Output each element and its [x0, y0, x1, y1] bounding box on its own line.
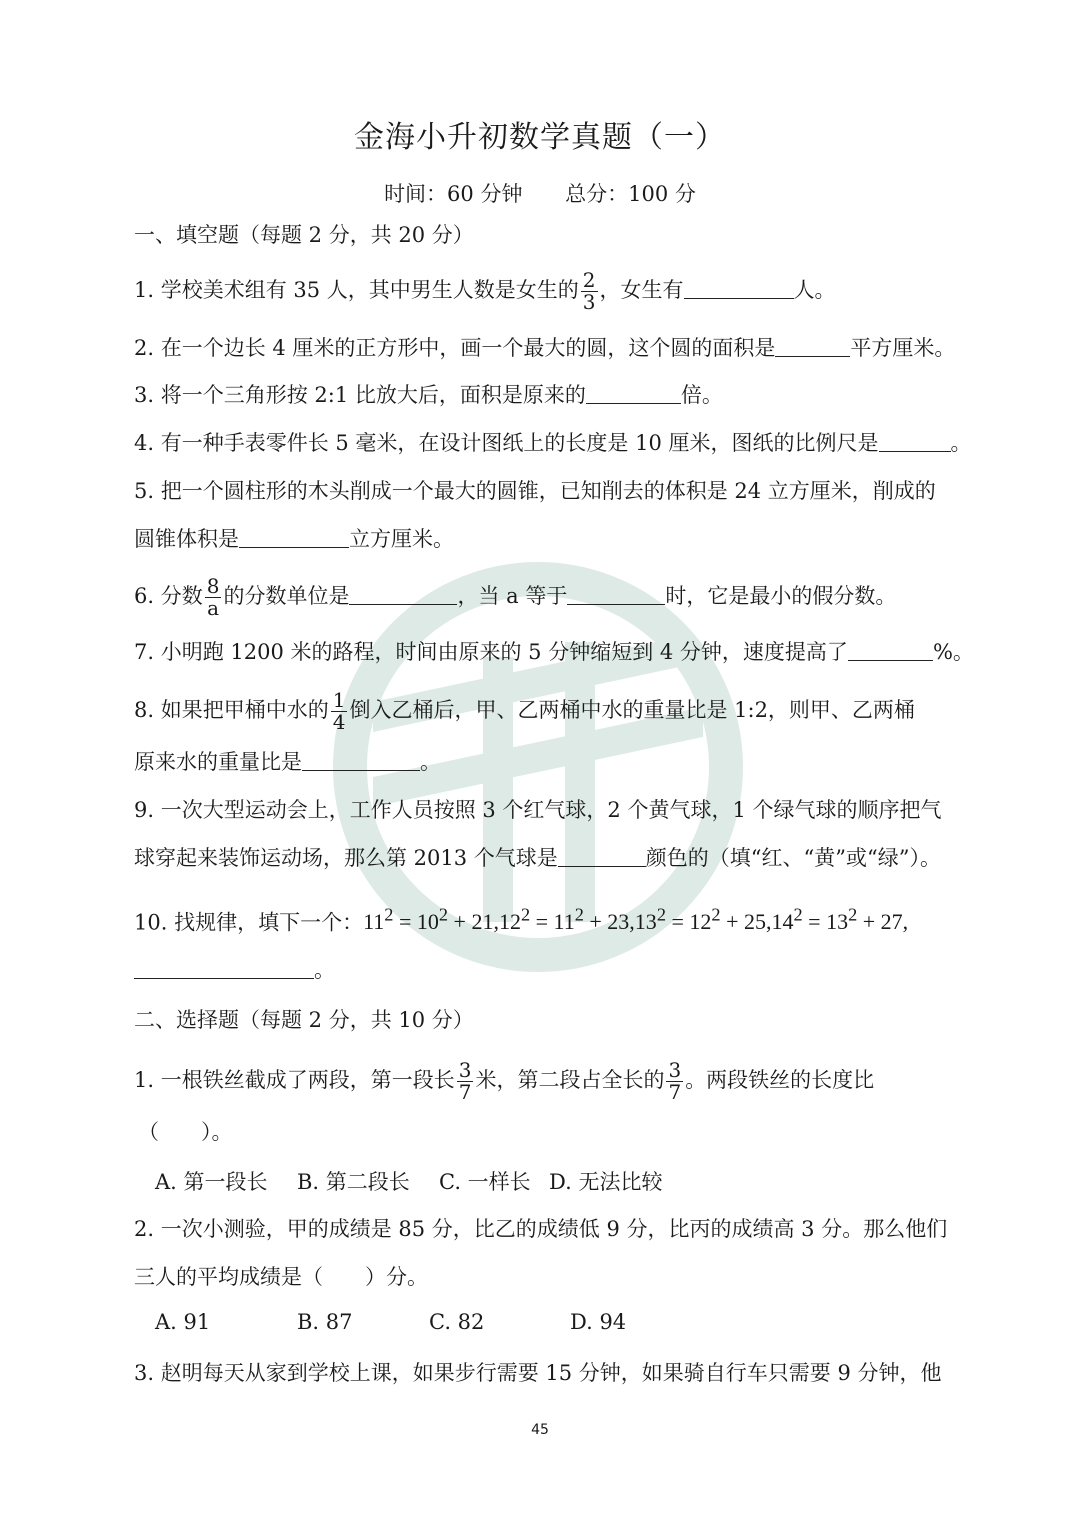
question-1-4: 4. 有一种手表零件长 5 毫米，在设计图纸上的长度是 10 厘米，图纸的比例尺是 。 — [134, 431, 972, 455]
fraction: $\frac{3}{7}$ — [458, 1058, 472, 1104]
section-heading-fill: 一、填空题（每题 2 分，共 20 分） — [134, 223, 474, 247]
answer-blank[interactable] — [349, 582, 457, 605]
answer-blank[interactable] — [879, 429, 951, 452]
question-1-5: 5. 把一个圆柱形的木头削成一个最大的圆锥，已知削去的体积是 24 立方厘米，削成的 — [134, 479, 936, 503]
question-1-3: 3. 将一个三角形按 2:1 比放大后，面积是原来的 倍。 — [134, 383, 723, 407]
fraction: $\frac{2}{3}$ — [582, 268, 596, 314]
option-c[interactable]: C. 82 — [429, 1310, 485, 1334]
answer-blank[interactable] — [558, 844, 646, 867]
answer-blank[interactable] — [775, 334, 850, 357]
answer-blank[interactable] — [684, 276, 794, 299]
exam-meta — [0, 178, 1080, 208]
fraction: $\frac{1}{4}$ — [332, 688, 346, 734]
question-1-10-cont: 。 — [134, 955, 335, 985]
question-1-9-cont: 球穿起来装饰运动场，那么第 2013 个气球是 颜色的（填“红、“黄”或“绿”）。 — [134, 846, 941, 870]
answer-blank[interactable] — [134, 956, 314, 979]
exam-time: 时间：60 分钟 — [384, 182, 523, 206]
fraction: $\frac{8}{a}$ — [206, 574, 220, 620]
option-c[interactable]: C. 一样长 — [439, 1170, 531, 1194]
option-a[interactable]: A. 第一段长 — [155, 1170, 268, 1194]
answer-blank[interactable] — [302, 748, 420, 771]
question-1-10: 10. 找规律，填下一个：$11^2 = 10^2 + 21,12^2 = 11^2 + 23,13^2 = 12^2 + 25,14^2 = 13^2 + 27$, — [134, 905, 909, 935]
page-title: 金海小升初数学真题（一） — [354, 120, 726, 155]
answer-blank[interactable] — [848, 638, 933, 661]
option-d[interactable]: D. 94 — [570, 1310, 627, 1334]
page-number: 45 — [531, 1422, 549, 1438]
section-heading-choice: 二、选择题（每题 2 分，共 10 分） — [134, 1008, 474, 1032]
answer-blank[interactable] — [567, 582, 665, 605]
question-2-3: 3. 赵明每天从家到学校上课，如果步行需要 15 分钟，如果骑自行车只需要 9 分钟，他 — [134, 1361, 942, 1385]
option-b[interactable]: B. 87 — [297, 1310, 353, 1334]
pattern-formula: $11^2 = 10^2 + 21,12^2 = 11^2 + 23,13^2 = 12^2 + 25,14^2 = 13^2 + 27$, — [363, 905, 909, 935]
question-1-2: 2. 在一个边长 4 厘米的正方形中，画一个最大的圆，这个圆的面积是 平方厘米。 — [134, 336, 956, 360]
question-1-1: 1. 学校美术组有 35 人，其中男生人数是女生的 $\frac{2}{3}$ ，女生有 人。 — [134, 268, 836, 314]
answer-blank[interactable] — [239, 525, 349, 548]
option-a[interactable]: A. 91 — [155, 1310, 211, 1334]
question-1-6: 6. 分数 $\frac{8}{a}$ 的分数单位是 ，当 a 等于 时，它是最小的假分数。 — [134, 574, 897, 620]
fraction: $\frac{3}{7}$ — [668, 1058, 682, 1104]
question-1-7: 7. 小明跑 1200 米的路程，时间由原来的 5 分钟缩短到 4 分钟，速度提高了 %。 — [134, 640, 974, 664]
question-1-9: 9. 一次大型运动会上，工作人员按照 3 个红气球，2 个黄气球，1 个绿气球的顺序把气 — [134, 798, 942, 822]
option-d[interactable]: D. 无法比较 — [549, 1170, 663, 1194]
question-2-2-cont: 三人的平均成绩是（ ）分。 — [134, 1265, 428, 1289]
question-1-8-cont: 原来水的重量比是 。 — [134, 750, 441, 774]
question-1-8: 8. 如果把甲桶中水的 $\frac{1}{4}$ 倒入乙桶后，甲、乙两桶中水的重量比是 1:2，则甲、乙两桶 — [134, 688, 915, 734]
answer-blank[interactable] — [586, 381, 681, 404]
question-2-2: 2. 一次小测验，甲的成绩是 85 分，比乙的成绩低 9 分，比丙的成绩高 3 分。那么他们 — [134, 1217, 948, 1241]
exam-score: 总分：100 分 — [565, 182, 696, 206]
question-2-1-cont: （ ）。 — [138, 1120, 233, 1144]
option-b[interactable]: B. 第二段长 — [297, 1170, 410, 1194]
question-2-1: 1. 一根铁丝截成了两段，第一段长 $\frac{3}{7}$ 米，第二段占全长的 $\frac{3}{7}$ 。两段铁丝的长度比 — [134, 1058, 875, 1104]
question-1-5-cont: 圆锥体积是 立方厘米。 — [134, 527, 454, 551]
